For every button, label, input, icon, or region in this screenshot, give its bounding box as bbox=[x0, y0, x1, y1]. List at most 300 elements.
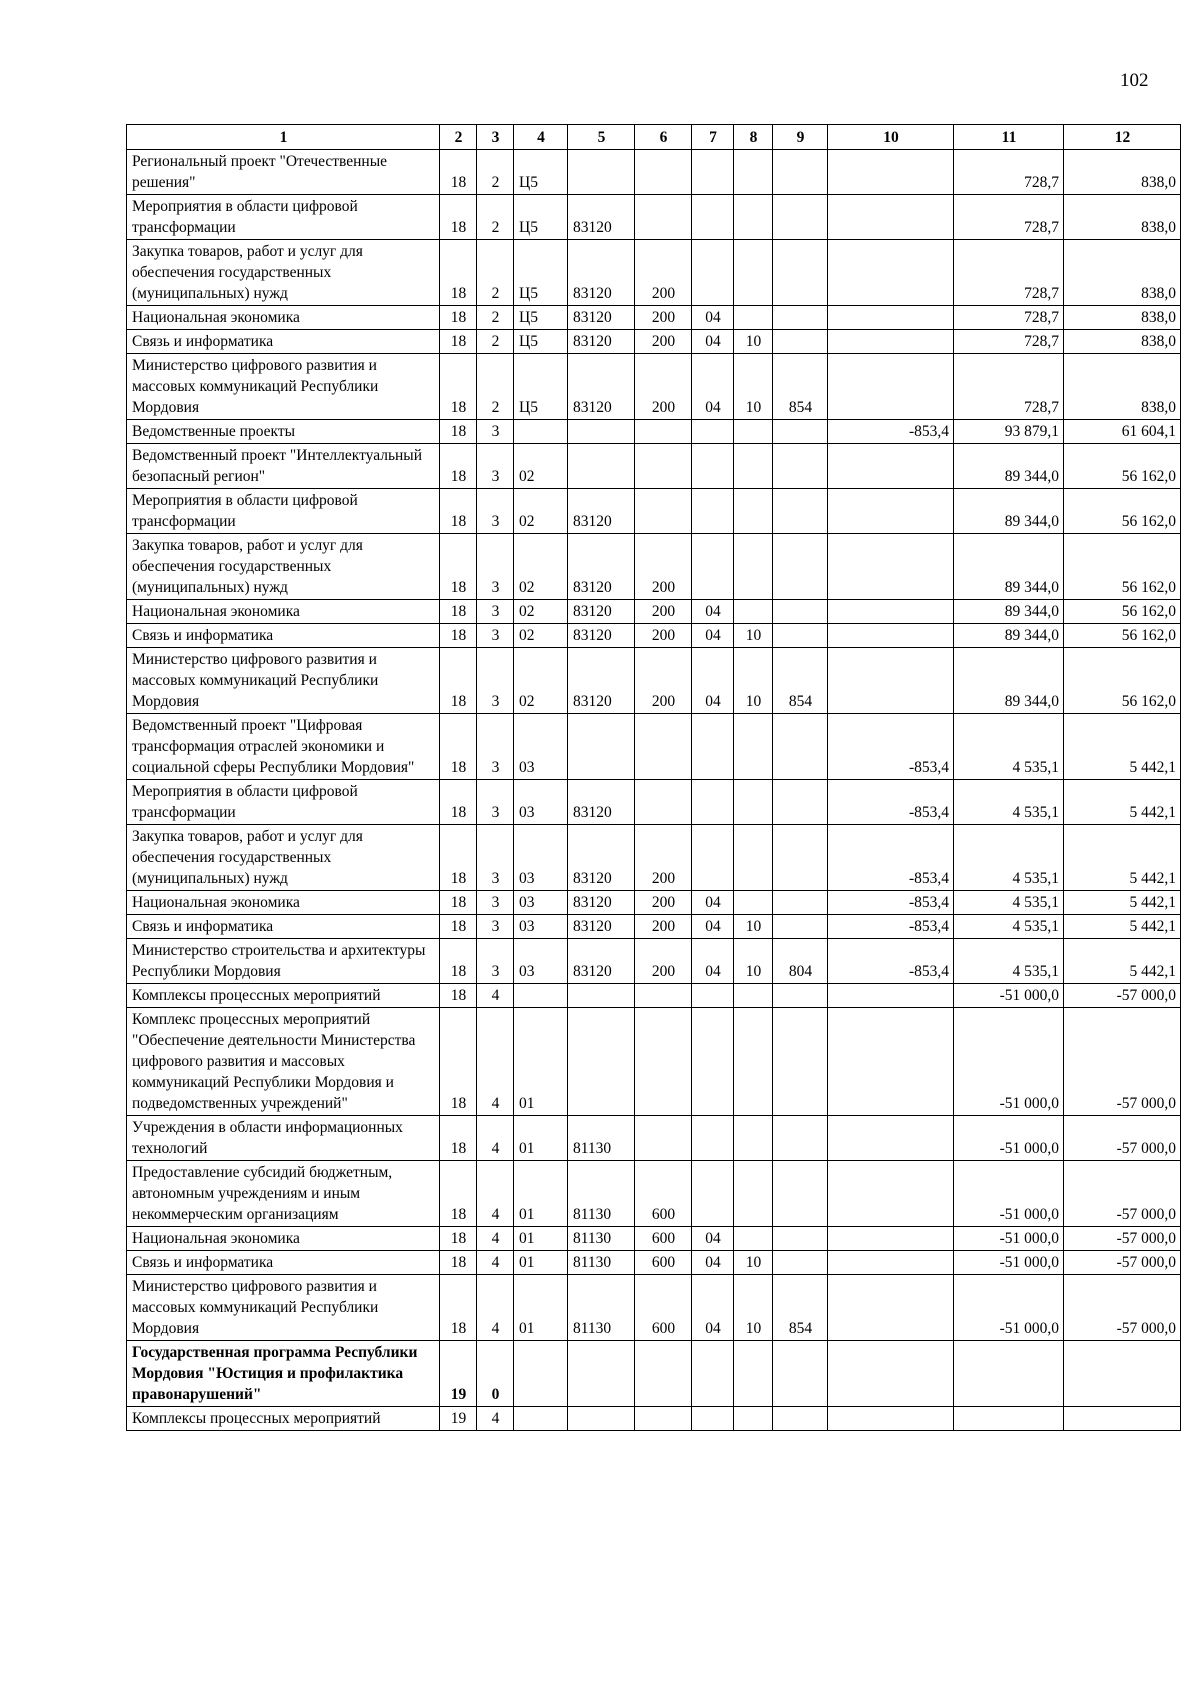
target-code-cell: 83120 bbox=[568, 306, 635, 330]
target-code-cell: 81130 bbox=[568, 1116, 635, 1161]
chapter-cell: 04 bbox=[692, 354, 734, 420]
section-code-cell: 18 bbox=[440, 1161, 477, 1227]
subsection-code-cell: 3 bbox=[477, 648, 514, 714]
subsection-code-cell: 4 bbox=[477, 1227, 514, 1251]
amount-2026-cell: 89 344,0 bbox=[954, 534, 1064, 600]
chapter-cell bbox=[692, 1116, 734, 1161]
section-code-cell: 18 bbox=[440, 444, 477, 489]
section-code-cell: 18 bbox=[440, 648, 477, 714]
subsection-code-cell: 3 bbox=[477, 534, 514, 600]
ministry-code-cell bbox=[773, 915, 828, 939]
target-code-cell: 83120 bbox=[568, 825, 635, 891]
chapter-cell bbox=[692, 1008, 734, 1116]
target-code-cell bbox=[568, 444, 635, 489]
amount-2027-cell: 56 162,0 bbox=[1064, 444, 1181, 489]
program-code-cell: Ц5 bbox=[514, 150, 568, 195]
chapter-cell: 04 bbox=[692, 600, 734, 624]
program-code-cell bbox=[514, 1341, 568, 1407]
section-code-cell: 19 bbox=[440, 1341, 477, 1407]
subsection-code-cell: 3 bbox=[477, 915, 514, 939]
table-row bbox=[127, 444, 1181, 489]
chapter-cell bbox=[692, 1407, 734, 1431]
amount-2025-cell: -853,4 bbox=[828, 780, 954, 825]
ministry-code-cell bbox=[773, 1008, 828, 1116]
chapter-cell: 04 bbox=[692, 1227, 734, 1251]
program-code-cell: 01 bbox=[514, 1227, 568, 1251]
amount-2025-cell bbox=[828, 195, 954, 240]
amount-2025-cell bbox=[828, 1008, 954, 1116]
section-code-cell: 18 bbox=[440, 939, 477, 984]
chapter-cell: 04 bbox=[692, 915, 734, 939]
header-cell: 11 bbox=[954, 125, 1064, 150]
program-code-cell: Ц5 bbox=[514, 330, 568, 354]
amount-2027-cell: -57 000,0 bbox=[1064, 1227, 1181, 1251]
amount-2025-cell: -853,4 bbox=[828, 939, 954, 984]
amount-2026-cell: 89 344,0 bbox=[954, 600, 1064, 624]
ministry-code-cell bbox=[773, 240, 828, 306]
amount-2027-cell: 838,0 bbox=[1064, 306, 1181, 330]
target-code-cell bbox=[568, 420, 635, 444]
expense-type-cell bbox=[635, 489, 692, 534]
table-row bbox=[127, 891, 1181, 915]
target-code-cell bbox=[568, 1341, 635, 1407]
amount-2026-cell: -51 000,0 bbox=[954, 1161, 1064, 1227]
table-row bbox=[127, 354, 1181, 420]
ministry-code-cell bbox=[773, 420, 828, 444]
subsection-code-cell: 0 bbox=[477, 1341, 514, 1407]
subsection-code-cell: 3 bbox=[477, 891, 514, 915]
amount-2026-cell: 4 535,1 bbox=[954, 939, 1064, 984]
amount-2025-cell bbox=[828, 306, 954, 330]
amount-2026-cell: 728,7 bbox=[954, 330, 1064, 354]
row-name-cell: Связь и информатика bbox=[127, 330, 440, 354]
ministry-code-cell bbox=[773, 1341, 828, 1407]
expense-type-cell bbox=[635, 1116, 692, 1161]
header-cell: 3 bbox=[477, 125, 514, 150]
chapter-cell bbox=[692, 489, 734, 534]
target-code-cell: 83120 bbox=[568, 354, 635, 420]
section-code-cell: 18 bbox=[440, 420, 477, 444]
amount-2025-cell bbox=[828, 600, 954, 624]
ministry-code-cell bbox=[773, 1251, 828, 1275]
ministry-code-cell: 804 bbox=[773, 939, 828, 984]
header-cell: 5 bbox=[568, 125, 635, 150]
row-name-cell: Комплексы процессных мероприятий bbox=[127, 1407, 440, 1431]
chapter-cell: 04 bbox=[692, 624, 734, 648]
section-code-cell: 19 bbox=[440, 1407, 477, 1431]
expense-type-cell: 200 bbox=[635, 330, 692, 354]
row-name-cell: Учреждения в области информационных технологий bbox=[127, 1116, 440, 1161]
section-code-cell: 18 bbox=[440, 825, 477, 891]
program-code-cell: 03 bbox=[514, 825, 568, 891]
subchapter-cell bbox=[734, 1116, 773, 1161]
table-row bbox=[127, 1275, 1181, 1341]
target-code-cell: 83120 bbox=[568, 915, 635, 939]
subchapter-cell bbox=[734, 150, 773, 195]
row-name-cell: Ведомственный проект "Интеллектуальный безопасный регион" bbox=[127, 444, 440, 489]
program-code-cell: 02 bbox=[514, 444, 568, 489]
chapter-cell bbox=[692, 150, 734, 195]
amount-2026-cell: 728,7 bbox=[954, 354, 1064, 420]
expense-type-cell: 200 bbox=[635, 306, 692, 330]
chapter-cell: 04 bbox=[692, 891, 734, 915]
section-code-cell: 18 bbox=[440, 891, 477, 915]
program-code-cell: 03 bbox=[514, 939, 568, 984]
ministry-code-cell: 854 bbox=[773, 648, 828, 714]
table-row bbox=[127, 1407, 1181, 1431]
amount-2026-cell: 4 535,1 bbox=[954, 714, 1064, 780]
chapter-cell bbox=[692, 1341, 734, 1407]
section-code-cell: 18 bbox=[440, 780, 477, 825]
amount-2026-cell: -51 000,0 bbox=[954, 984, 1064, 1008]
section-code-cell: 18 bbox=[440, 1275, 477, 1341]
table-body bbox=[127, 150, 1181, 1431]
amount-2027-cell: 5 442,1 bbox=[1064, 714, 1181, 780]
row-name-cell: Комплекс процессных мероприятий "Обеспечение деятельности Министерства цифрового развития и массовых коммуникаций Республики Мордовия и подведомственных учреждений" bbox=[127, 1008, 440, 1116]
subsection-code-cell: 4 bbox=[477, 984, 514, 1008]
amount-2026-cell: 4 535,1 bbox=[954, 825, 1064, 891]
target-code-cell: 81130 bbox=[568, 1275, 635, 1341]
program-code-cell bbox=[514, 1407, 568, 1431]
row-name-cell: Мероприятия в области цифровой трансформации bbox=[127, 489, 440, 534]
subchapter-cell bbox=[734, 1008, 773, 1116]
row-name-cell: Региональный проект "Отечественные решения" bbox=[127, 150, 440, 195]
subchapter-cell bbox=[734, 1227, 773, 1251]
program-code-cell bbox=[514, 984, 568, 1008]
amount-2026-cell: 89 344,0 bbox=[954, 624, 1064, 648]
target-code-cell: 83120 bbox=[568, 534, 635, 600]
row-name-cell: Связь и информатика bbox=[127, 1251, 440, 1275]
target-code-cell bbox=[568, 1008, 635, 1116]
program-code-cell: 02 bbox=[514, 489, 568, 534]
subsection-code-cell: 4 bbox=[477, 1161, 514, 1227]
chapter-cell bbox=[692, 534, 734, 600]
subchapter-cell: 10 bbox=[734, 330, 773, 354]
table-row bbox=[127, 714, 1181, 780]
expense-type-cell bbox=[635, 444, 692, 489]
amount-2026-cell: -51 000,0 bbox=[954, 1008, 1064, 1116]
row-name-cell: Мероприятия в области цифровой трансформации bbox=[127, 780, 440, 825]
amount-2025-cell bbox=[828, 984, 954, 1008]
subchapter-cell bbox=[734, 489, 773, 534]
expense-type-cell: 200 bbox=[635, 915, 692, 939]
program-code-cell: Ц5 bbox=[514, 354, 568, 420]
table-row bbox=[127, 240, 1181, 306]
amount-2026-cell: 4 535,1 bbox=[954, 915, 1064, 939]
chapter-cell bbox=[692, 420, 734, 444]
expense-type-cell bbox=[635, 984, 692, 1008]
amount-2027-cell: -57 000,0 bbox=[1064, 1116, 1181, 1161]
subchapter-cell bbox=[734, 891, 773, 915]
target-code-cell bbox=[568, 1407, 635, 1431]
program-code-cell: 02 bbox=[514, 600, 568, 624]
expense-type-cell: 600 bbox=[635, 1275, 692, 1341]
chapter-cell: 04 bbox=[692, 306, 734, 330]
table-row bbox=[127, 600, 1181, 624]
subsection-code-cell: 4 bbox=[477, 1275, 514, 1341]
target-code-cell: 83120 bbox=[568, 330, 635, 354]
table-row bbox=[127, 330, 1181, 354]
amount-2025-cell bbox=[828, 1341, 954, 1407]
subchapter-cell: 10 bbox=[734, 1275, 773, 1341]
amount-2027-cell: 56 162,0 bbox=[1064, 534, 1181, 600]
amount-2026-cell: 89 344,0 bbox=[954, 489, 1064, 534]
target-code-cell: 83120 bbox=[568, 780, 635, 825]
amount-2026-cell: -51 000,0 bbox=[954, 1275, 1064, 1341]
section-code-cell: 18 bbox=[440, 1227, 477, 1251]
ministry-code-cell bbox=[773, 1227, 828, 1251]
amount-2026-cell: 4 535,1 bbox=[954, 891, 1064, 915]
amount-2027-cell: 56 162,0 bbox=[1064, 489, 1181, 534]
header-cell: 2 bbox=[440, 125, 477, 150]
subsection-code-cell: 4 bbox=[477, 1008, 514, 1116]
amount-2027-cell: 5 442,1 bbox=[1064, 915, 1181, 939]
subsection-code-cell: 3 bbox=[477, 444, 514, 489]
expense-type-cell bbox=[635, 150, 692, 195]
chapter-cell bbox=[692, 714, 734, 780]
table-row bbox=[127, 624, 1181, 648]
row-name-cell: Закупка товаров, работ и услуг для обеспечения государственных (муниципальных) нужд bbox=[127, 825, 440, 891]
row-name-cell: Связь и информатика bbox=[127, 915, 440, 939]
amount-2027-cell: -57 000,0 bbox=[1064, 1008, 1181, 1116]
target-code-cell: 83120 bbox=[568, 600, 635, 624]
amount-2025-cell bbox=[828, 624, 954, 648]
program-code-cell: Ц5 bbox=[514, 306, 568, 330]
section-code-cell: 18 bbox=[440, 1008, 477, 1116]
program-code-cell: 03 bbox=[514, 915, 568, 939]
subchapter-cell bbox=[734, 1407, 773, 1431]
chapter-cell: 04 bbox=[692, 939, 734, 984]
table-row bbox=[127, 984, 1181, 1008]
expense-type-cell: 600 bbox=[635, 1251, 692, 1275]
amount-2025-cell: -853,4 bbox=[828, 915, 954, 939]
expense-type-cell: 600 bbox=[635, 1161, 692, 1227]
subsection-code-cell: 3 bbox=[477, 624, 514, 648]
subchapter-cell: 10 bbox=[734, 915, 773, 939]
section-code-cell: 18 bbox=[440, 354, 477, 420]
subchapter-cell: 10 bbox=[734, 648, 773, 714]
row-name-cell: Связь и информатика bbox=[127, 624, 440, 648]
ministry-code-cell bbox=[773, 534, 828, 600]
section-code-cell: 18 bbox=[440, 624, 477, 648]
expense-type-cell: 200 bbox=[635, 624, 692, 648]
subsection-code-cell: 2 bbox=[477, 330, 514, 354]
target-code-cell: 83120 bbox=[568, 240, 635, 306]
target-code-cell bbox=[568, 150, 635, 195]
subchapter-cell: 10 bbox=[734, 939, 773, 984]
amount-2027-cell: 5 442,1 bbox=[1064, 891, 1181, 915]
amount-2025-cell bbox=[828, 1161, 954, 1227]
amount-2026-cell: 89 344,0 bbox=[954, 648, 1064, 714]
ministry-code-cell bbox=[773, 984, 828, 1008]
program-code-cell: 03 bbox=[514, 891, 568, 915]
target-code-cell: 83120 bbox=[568, 624, 635, 648]
subchapter-cell: 10 bbox=[734, 354, 773, 420]
amount-2027-cell bbox=[1064, 1341, 1181, 1407]
chapter-cell bbox=[692, 825, 734, 891]
section-code-cell: 18 bbox=[440, 1251, 477, 1275]
section-code-cell: 18 bbox=[440, 600, 477, 624]
table-row bbox=[127, 195, 1181, 240]
target-code-cell: 83120 bbox=[568, 939, 635, 984]
subchapter-cell bbox=[734, 420, 773, 444]
amount-2027-cell: 838,0 bbox=[1064, 330, 1181, 354]
expense-type-cell: 200 bbox=[635, 825, 692, 891]
row-name-cell: Мероприятия в области цифровой трансформации bbox=[127, 195, 440, 240]
amount-2027-cell: 5 442,1 bbox=[1064, 780, 1181, 825]
amount-2027-cell: 56 162,0 bbox=[1064, 624, 1181, 648]
header-cell: 6 bbox=[635, 125, 692, 150]
program-code-cell: Ц5 bbox=[514, 195, 568, 240]
amount-2026-cell: 728,7 bbox=[954, 195, 1064, 240]
amount-2027-cell: -57 000,0 bbox=[1064, 1161, 1181, 1227]
row-name-cell: Национальная экономика bbox=[127, 891, 440, 915]
amount-2027-cell: 838,0 bbox=[1064, 195, 1181, 240]
amount-2027-cell: 838,0 bbox=[1064, 240, 1181, 306]
table-row bbox=[127, 648, 1181, 714]
chapter-cell bbox=[692, 984, 734, 1008]
target-code-cell: 83120 bbox=[568, 891, 635, 915]
ministry-code-cell bbox=[773, 489, 828, 534]
program-code-cell: 01 bbox=[514, 1251, 568, 1275]
subchapter-cell bbox=[734, 780, 773, 825]
expense-type-cell: 200 bbox=[635, 648, 692, 714]
amount-2027-cell: 5 442,1 bbox=[1064, 825, 1181, 891]
row-name-cell: Национальная экономика bbox=[127, 1227, 440, 1251]
ministry-code-cell bbox=[773, 1116, 828, 1161]
section-code-cell: 18 bbox=[440, 240, 477, 306]
target-code-cell: 81130 bbox=[568, 1161, 635, 1227]
row-name-cell: Закупка товаров, работ и услуг для обеспечения государственных (муниципальных) нужд bbox=[127, 534, 440, 600]
subsection-code-cell: 3 bbox=[477, 420, 514, 444]
subsection-code-cell: 3 bbox=[477, 780, 514, 825]
table-row bbox=[127, 489, 1181, 534]
subsection-code-cell: 3 bbox=[477, 600, 514, 624]
table-row bbox=[127, 1116, 1181, 1161]
expense-type-cell: 200 bbox=[635, 600, 692, 624]
amount-2025-cell bbox=[828, 1251, 954, 1275]
table-row bbox=[127, 1161, 1181, 1227]
subchapter-cell bbox=[734, 714, 773, 780]
header-cell: 12 bbox=[1064, 125, 1181, 150]
row-name-cell: Закупка товаров, работ и услуг для обеспечения государственных (муниципальных) нужд bbox=[127, 240, 440, 306]
subsection-code-cell: 2 bbox=[477, 150, 514, 195]
subsection-code-cell: 2 bbox=[477, 195, 514, 240]
target-code-cell: 83120 bbox=[568, 489, 635, 534]
program-code-cell: 03 bbox=[514, 714, 568, 780]
expense-type-cell bbox=[635, 195, 692, 240]
subchapter-cell bbox=[734, 195, 773, 240]
amount-2027-cell bbox=[1064, 1407, 1181, 1431]
subsection-code-cell: 4 bbox=[477, 1407, 514, 1431]
subsection-code-cell: 2 bbox=[477, 240, 514, 306]
subsection-code-cell: 2 bbox=[477, 354, 514, 420]
amount-2027-cell: -57 000,0 bbox=[1064, 1251, 1181, 1275]
ministry-code-cell bbox=[773, 1407, 828, 1431]
amount-2026-cell: 728,7 bbox=[954, 150, 1064, 195]
section-code-cell: 18 bbox=[440, 984, 477, 1008]
subsection-code-cell: 3 bbox=[477, 825, 514, 891]
ministry-code-cell bbox=[773, 1161, 828, 1227]
chapter-cell bbox=[692, 1161, 734, 1227]
target-code-cell: 83120 bbox=[568, 195, 635, 240]
ministry-code-cell bbox=[773, 330, 828, 354]
amount-2026-cell: -51 000,0 bbox=[954, 1251, 1064, 1275]
expense-type-cell bbox=[635, 420, 692, 444]
header-cell: 1 bbox=[127, 125, 440, 150]
row-name-cell: Министерство цифрового развития и массовых коммуникаций Республики Мордовия bbox=[127, 648, 440, 714]
chapter-cell bbox=[692, 780, 734, 825]
amount-2027-cell: 56 162,0 bbox=[1064, 648, 1181, 714]
expense-type-cell bbox=[635, 714, 692, 780]
amount-2025-cell bbox=[828, 1275, 954, 1341]
table-row bbox=[127, 306, 1181, 330]
program-code-cell: 01 bbox=[514, 1161, 568, 1227]
ministry-code-cell bbox=[773, 195, 828, 240]
amount-2027-cell: 5 442,1 bbox=[1064, 939, 1181, 984]
amount-2025-cell bbox=[828, 444, 954, 489]
subchapter-cell bbox=[734, 444, 773, 489]
expense-type-cell: 600 bbox=[635, 1227, 692, 1251]
subsection-code-cell: 4 bbox=[477, 1116, 514, 1161]
chapter-cell: 04 bbox=[692, 1275, 734, 1341]
target-code-cell bbox=[568, 984, 635, 1008]
program-code-cell: 02 bbox=[514, 624, 568, 648]
row-name-cell: Министерство строительства и архитектуры Республики Мордовия bbox=[127, 939, 440, 984]
ministry-code-cell bbox=[773, 150, 828, 195]
header-cell: 4 bbox=[514, 125, 568, 150]
table-row bbox=[127, 915, 1181, 939]
ministry-code-cell bbox=[773, 891, 828, 915]
amount-2026-cell: -51 000,0 bbox=[954, 1227, 1064, 1251]
subchapter-cell bbox=[734, 1161, 773, 1227]
amount-2026-cell: 728,7 bbox=[954, 306, 1064, 330]
row-name-cell: Министерство цифрового развития и массовых коммуникаций Республики Мордовия bbox=[127, 1275, 440, 1341]
chapter-cell bbox=[692, 195, 734, 240]
chapter-cell bbox=[692, 444, 734, 489]
expense-type-cell bbox=[635, 1407, 692, 1431]
section-code-cell: 18 bbox=[440, 915, 477, 939]
ministry-code-cell bbox=[773, 306, 828, 330]
table-row bbox=[127, 780, 1181, 825]
header-cell: 10 bbox=[828, 125, 954, 150]
subsection-code-cell: 2 bbox=[477, 306, 514, 330]
header-cell: 8 bbox=[734, 125, 773, 150]
expense-type-cell bbox=[635, 1008, 692, 1116]
ministry-code-cell bbox=[773, 825, 828, 891]
table-row bbox=[127, 420, 1181, 444]
table-row bbox=[127, 939, 1181, 984]
subchapter-cell bbox=[734, 240, 773, 306]
subchapter-cell bbox=[734, 306, 773, 330]
subsection-code-cell: 4 bbox=[477, 1251, 514, 1275]
header-cell: 7 bbox=[692, 125, 734, 150]
expense-type-cell: 200 bbox=[635, 891, 692, 915]
table-row bbox=[127, 1341, 1181, 1407]
section-code-cell: 18 bbox=[440, 489, 477, 534]
table-row bbox=[127, 534, 1181, 600]
amount-2026-cell: -51 000,0 bbox=[954, 1116, 1064, 1161]
amount-2026-cell: 4 535,1 bbox=[954, 780, 1064, 825]
target-code-cell: 81130 bbox=[568, 1227, 635, 1251]
ministry-code-cell: 854 bbox=[773, 354, 828, 420]
subchapter-cell: 10 bbox=[734, 1251, 773, 1275]
amount-2026-cell: 728,7 bbox=[954, 240, 1064, 306]
page-number: 102 bbox=[1120, 70, 1149, 91]
amount-2025-cell: -853,4 bbox=[828, 714, 954, 780]
subchapter-cell bbox=[734, 1341, 773, 1407]
program-code-cell: 02 bbox=[514, 534, 568, 600]
